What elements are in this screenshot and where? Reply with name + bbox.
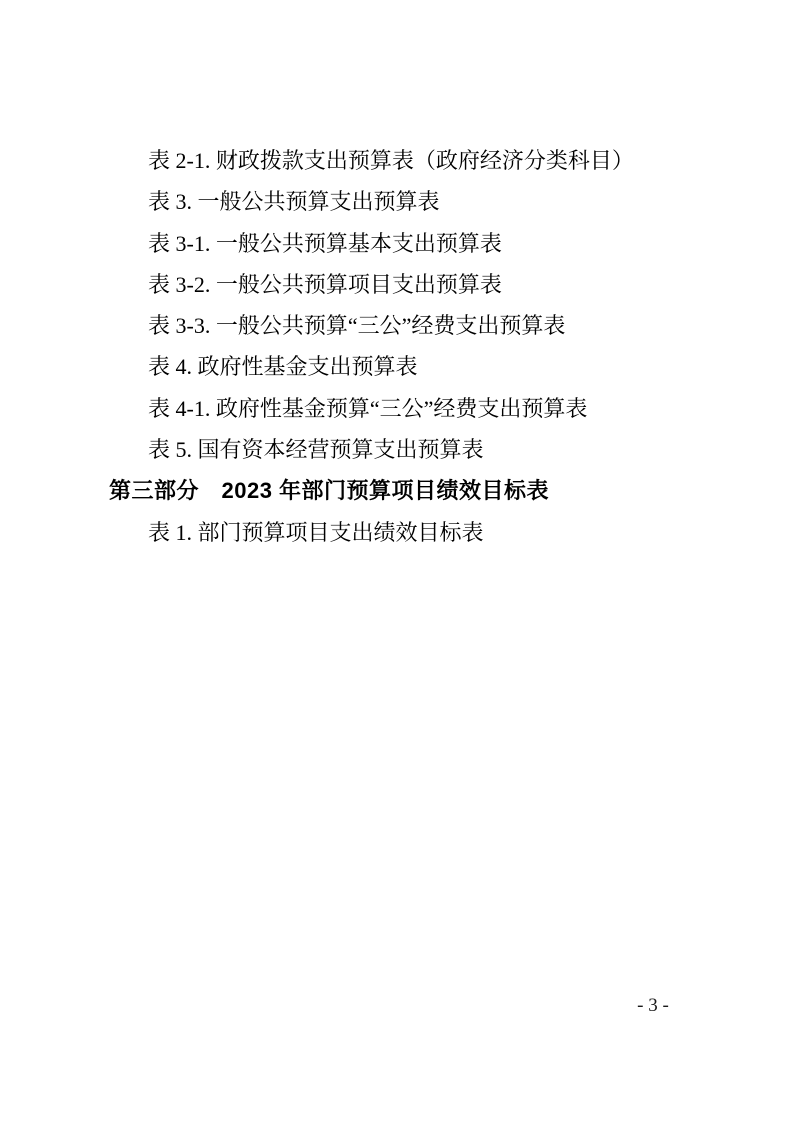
page-number: - 3 -	[637, 995, 669, 1016]
toc-entry-table-1: 表 1. 部门预算项目支出绩效目标表	[148, 519, 484, 545]
toc-entry-table-3: 表 3. 一般公共预算支出预算表	[148, 189, 440, 215]
toc-entry-table-3-1: 表 3-1. 一般公共预算基本支出预算表	[148, 230, 502, 256]
table-of-contents	[0, 140, 793, 553]
toc-entry-table-3-3: 表 3-3. 一般公共预算“三公”经费支出预算表	[148, 313, 566, 339]
toc-entry-table-4: 表 4. 政府性基金支出预算表	[148, 354, 418, 380]
toc-entry-table-3-2: 表 3-2. 一般公共预算项目支出预算表	[148, 271, 502, 297]
toc-entry-table-5: 表 5. 国有资本经营预算支出预算表	[148, 437, 484, 463]
toc-entry-table-4-1: 表 4-1. 政府性基金预算“三公”经费支出预算表	[148, 395, 588, 421]
toc-section-heading-part-three: 第三部分 2023 年部门预算项目绩效目标表	[109, 478, 550, 504]
toc-entry-table-2-1: 表 2-1. 财政拨款支出预算表（政府经济分类科目）	[148, 148, 634, 173]
